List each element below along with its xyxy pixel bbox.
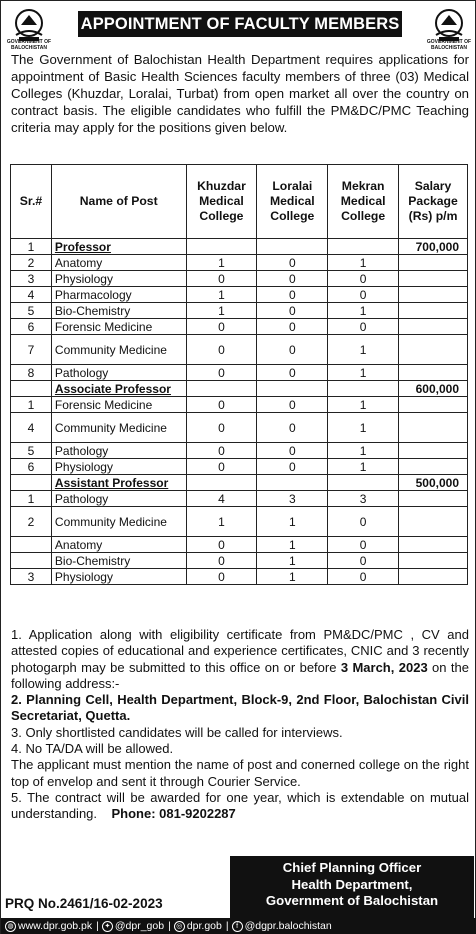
- table-row: [11, 271, 468, 287]
- row-mekran-count: 1: [328, 365, 399, 381]
- section-sr: 1: [11, 239, 52, 255]
- note-3: 3. Only shortlisted candidates will be called for interviews.: [11, 724, 343, 740]
- row-salary-empty: [399, 319, 468, 335]
- posts-table: [10, 164, 468, 585]
- row-salary-empty: [399, 507, 468, 537]
- section-title: Associate Professor: [54, 381, 171, 396]
- row-salary-empty: [399, 491, 468, 507]
- row-sr: [11, 537, 52, 553]
- row-post-name: Community Medicine: [51, 413, 186, 443]
- row-loralai-count: 3: [257, 491, 328, 507]
- row-post-name: Pathology: [51, 365, 186, 381]
- row-sr: 6: [11, 459, 52, 475]
- section-empty-cell: [186, 239, 257, 255]
- globe-icon: ◍: [5, 921, 16, 932]
- table-row: [11, 537, 468, 553]
- row-mekran-count: 0: [328, 553, 399, 569]
- header-post: Name of Post: [51, 165, 186, 239]
- row-loralai-count: 0: [257, 287, 328, 303]
- row-mekran-count: 1: [328, 255, 399, 271]
- row-post-name: Community Medicine: [51, 507, 186, 537]
- table-row: [11, 319, 468, 335]
- table-row: [11, 507, 468, 537]
- table-row: [11, 459, 468, 475]
- facebook-icon: f: [232, 921, 243, 932]
- row-mekran-count: 0: [328, 287, 399, 303]
- row-loralai-count: 0: [257, 459, 328, 475]
- row-salary-empty: [399, 459, 468, 475]
- logo-left-caption: GOVERNMENT OF BALOCHISTAN: [6, 39, 52, 51]
- table-row: [11, 569, 468, 585]
- row-mekran-count: 0: [328, 271, 399, 287]
- prq-number: PRQ No.2461/16-02-2023: [5, 896, 163, 911]
- row-salary-empty: [399, 255, 468, 271]
- header-mekran: Mekran Medical College: [328, 165, 399, 239]
- table-body: [11, 239, 468, 585]
- footer-instagram[interactable]: ◎ dpr.gob: [174, 918, 222, 934]
- section-empty-cell: [328, 475, 399, 491]
- table-row: [11, 365, 468, 381]
- section-title: Assistant Professor: [54, 475, 169, 490]
- row-loralai-count: 0: [257, 397, 328, 413]
- footer-twitter[interactable]: ✦ @dpr_gob: [102, 918, 164, 934]
- row-sr: 1: [11, 397, 52, 413]
- row-loralai-count: 0: [257, 365, 328, 381]
- row-salary-empty: [399, 271, 468, 287]
- table-header-row: [11, 165, 468, 239]
- section-sr: [11, 381, 52, 397]
- row-khuzdar-count: 1: [186, 507, 257, 537]
- table-row: [11, 413, 468, 443]
- logo-right-caption: GOVERNMENT OF BALOCHISTAN: [426, 39, 472, 51]
- row-khuzdar-count: 4: [186, 491, 257, 507]
- section-salary: 500,000: [399, 475, 468, 491]
- row-loralai-count: 0: [257, 443, 328, 459]
- row-mekran-count: 1: [328, 413, 399, 443]
- row-loralai-count: 1: [257, 537, 328, 553]
- row-post-name: Anatomy: [51, 537, 186, 553]
- row-loralai-count: 0: [257, 255, 328, 271]
- row-mekran-count: 0: [328, 569, 399, 585]
- row-loralai-count: 0: [257, 319, 328, 335]
- table-row: [11, 335, 468, 365]
- table-row: [11, 303, 468, 319]
- row-sr: [11, 553, 52, 569]
- row-mekran-count: 0: [328, 507, 399, 537]
- row-salary-empty: [399, 303, 468, 319]
- table-row: [11, 443, 468, 459]
- note-1: 1. Application along with eligibility certificate from PM&DC/PMC , CV and attested copies of educational and experience certificates, CNIC and 3 recently photogarph may be submitted to this office on or before 3 March, 2023 on the following address:-: [11, 627, 469, 691]
- row-salary-empty: [399, 365, 468, 381]
- row-salary-empty: [399, 413, 468, 443]
- row-khuzdar-count: 0: [186, 569, 257, 585]
- section-title: Professor: [54, 239, 111, 254]
- row-khuzdar-count: 0: [186, 537, 257, 553]
- row-khuzdar-count: 1: [186, 303, 257, 319]
- note-envelope: The applicant must mention the name of post and conerned college on the right top of envelop and sent it through Courier Service.: [11, 757, 469, 789]
- row-sr: 4: [11, 287, 52, 303]
- row-sr: 6: [11, 319, 52, 335]
- row-salary-empty: [399, 443, 468, 459]
- section-empty-cell: [328, 381, 399, 397]
- row-post-name: Pathology: [51, 491, 186, 507]
- row-khuzdar-count: 0: [186, 271, 257, 287]
- row-loralai-count: 1: [257, 507, 328, 537]
- section-sr: [11, 475, 52, 491]
- signature-block: [230, 856, 474, 918]
- table-row: [11, 255, 468, 271]
- row-khuzdar-count: 0: [186, 335, 257, 365]
- footer-social-bar: ◍ www.dpr.gob.pk | ✦ @dpr_gob | ◎ dpr.gob | f @dgpr.balochistan: [1, 918, 476, 934]
- row-salary-empty: [399, 569, 468, 585]
- row-loralai-count: 0: [257, 303, 328, 319]
- header-sr: Sr.#: [11, 165, 52, 239]
- section-row: [11, 381, 468, 397]
- row-post-name: Physiology: [51, 271, 186, 287]
- row-mekran-count: 1: [328, 459, 399, 475]
- section-empty-cell: [257, 475, 328, 491]
- row-loralai-count: 0: [257, 413, 328, 443]
- row-post-name: Pharmacology: [51, 287, 186, 303]
- table-row: [11, 553, 468, 569]
- note-2: 2. Planning Cell, Health Department, Block-9, 2nd Floor, Balochistan Civil Secretariat, Quetta.: [11, 692, 469, 724]
- row-post-name: Pathology: [51, 443, 186, 459]
- row-khuzdar-count: 0: [186, 365, 257, 381]
- row-loralai-count: 1: [257, 569, 328, 585]
- row-sr: 3: [11, 271, 52, 287]
- header-salary: Salary Package (Rs) p/m: [399, 165, 468, 239]
- row-loralai-count: 0: [257, 335, 328, 365]
- section-row: [11, 239, 468, 255]
- footer-facebook[interactable]: f @dgpr.balochistan: [232, 918, 332, 934]
- signature-line-2: Health Department,: [291, 876, 413, 892]
- row-sr: 8: [11, 365, 52, 381]
- signature-line-1: Chief Planning Officer: [282, 860, 422, 875]
- row-khuzdar-count: 1: [186, 287, 257, 303]
- row-mekran-count: 1: [328, 335, 399, 365]
- section-title-cell: [51, 475, 186, 491]
- row-khuzdar-count: 0: [186, 319, 257, 335]
- header-khuzdar: Khuzdar Medical College: [186, 165, 257, 239]
- row-mekran-count: 1: [328, 303, 399, 319]
- row-post-name: Physiology: [51, 459, 186, 475]
- row-mekran-count: 1: [328, 397, 399, 413]
- row-khuzdar-count: 0: [186, 459, 257, 475]
- row-salary-empty: [399, 287, 468, 303]
- header: [5, 5, 473, 53]
- row-khuzdar-count: 0: [186, 553, 257, 569]
- instagram-icon: ◎: [174, 921, 185, 932]
- row-post-name: Bio-Chemistry: [51, 553, 186, 569]
- row-salary-empty: [399, 397, 468, 413]
- row-loralai-count: 1: [257, 553, 328, 569]
- page-title: APPOINTMENT OF FACULTY MEMBERS: [78, 11, 402, 37]
- row-sr: 2: [11, 507, 52, 537]
- row-khuzdar-count: 1: [186, 255, 257, 271]
- row-loralai-count: 0: [257, 271, 328, 287]
- row-post-name: Forensic Medicine: [51, 319, 186, 335]
- signature-line-3: Government of Balochistan: [265, 893, 439, 908]
- section-salary: 600,000: [399, 381, 468, 397]
- section-row: [11, 475, 468, 491]
- phone-number: Phone: 081-9202287: [111, 806, 236, 822]
- section-empty-cell: [328, 239, 399, 255]
- twitter-icon: ✦: [102, 921, 113, 932]
- row-khuzdar-count: 0: [186, 397, 257, 413]
- row-post-name: Forensic Medicine: [51, 397, 186, 413]
- notes: [11, 627, 469, 823]
- row-sr: 1: [11, 491, 52, 507]
- section-salary: 700,000: [399, 239, 468, 255]
- row-post-name: Physiology: [51, 569, 186, 585]
- header-loralai: Loralai Medical College: [257, 165, 328, 239]
- row-sr: 5: [11, 443, 52, 459]
- row-mekran-count: 1: [328, 443, 399, 459]
- row-post-name: Community Medicine: [51, 335, 186, 365]
- row-salary-empty: [399, 553, 468, 569]
- row-mekran-count: 3: [328, 491, 399, 507]
- row-post-name: Anatomy: [51, 255, 186, 271]
- row-sr: 3: [11, 569, 52, 585]
- intro-paragraph: The Government of Balochistan Health Department requires applications for appointment of Basic Health Sciences faculty members of three (03) Medical Colleges (Khuzdar, Loralai, Turbat) from open market all over the country on contract basis. The eligible candidates who fulfill the PM&DC/PMC Teaching criteria may apply for the positions given below.: [11, 52, 469, 135]
- row-post-name: Bio-Chemistry: [51, 303, 186, 319]
- section-empty-cell: [186, 475, 257, 491]
- row-sr: 4: [11, 413, 52, 443]
- row-salary-empty: [399, 335, 468, 365]
- row-khuzdar-count: 0: [186, 413, 257, 443]
- table-row: [11, 397, 468, 413]
- row-mekran-count: 0: [328, 537, 399, 553]
- table-row: [11, 491, 468, 507]
- row-sr: 2: [11, 255, 52, 271]
- section-empty-cell: [257, 381, 328, 397]
- note-5: 5. The contract will be awarded for one year, which is extendable on mutual understanding. Phone: 081-9202287: [11, 789, 469, 822]
- section-empty-cell: [186, 381, 257, 397]
- note-4: 4. No TA/DA will be allowed.: [11, 741, 174, 757]
- row-sr: 5: [11, 303, 52, 319]
- section-title-cell: [51, 239, 186, 255]
- section-title-cell: [51, 381, 186, 397]
- section-empty-cell: [257, 239, 328, 255]
- table-row: [11, 287, 468, 303]
- row-salary-empty: [399, 537, 468, 553]
- row-khuzdar-count: 0: [186, 443, 257, 459]
- row-mekran-count: 0: [328, 319, 399, 335]
- row-sr: 7: [11, 335, 52, 365]
- footer-website[interactable]: ◍ www.dpr.gob.pk: [5, 918, 92, 934]
